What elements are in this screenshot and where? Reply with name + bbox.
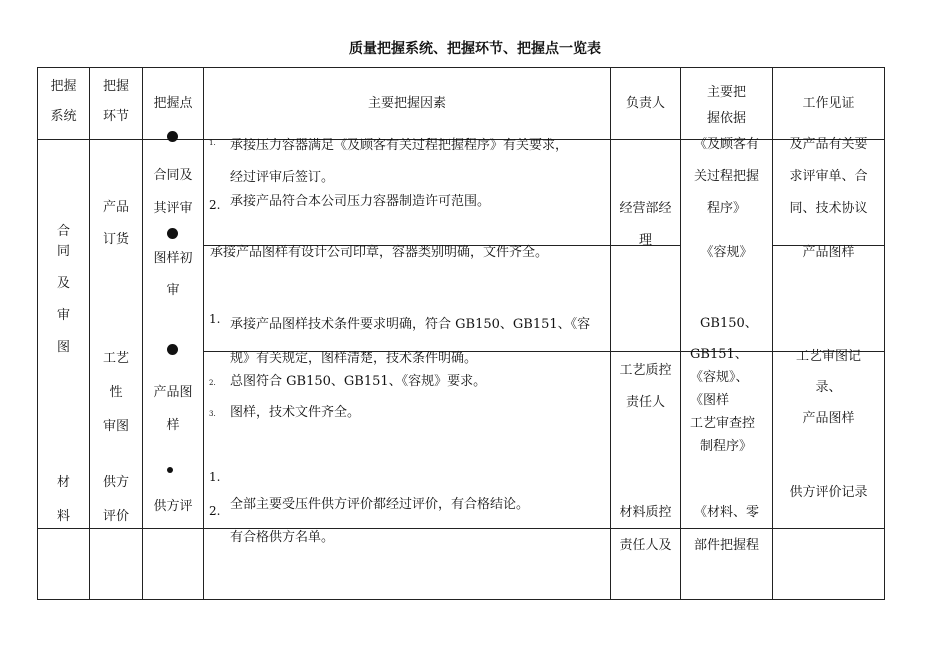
evidence-2: 产品图样	[802, 245, 855, 260]
link-supplier: 供方 评价	[102, 475, 129, 524]
factor-8: 有合格供方名单。	[230, 530, 335, 545]
point-drawing-review: 图样初 审	[153, 251, 193, 298]
link-process: 工艺 性 审图	[102, 351, 129, 434]
list-number: 1.	[209, 312, 221, 326]
person-process: 工艺质控 责任人	[619, 363, 672, 410]
header-factors: 主要把握因素	[367, 96, 446, 111]
basis-3: GB150、 GB151、 《容规》、 《图样 工艺审查控 制程序》	[690, 316, 758, 454]
point-supplier-eval: 供方评	[153, 499, 193, 514]
header-basis: 主要把 握依据	[706, 85, 746, 126]
header-evidence: 工作见证	[802, 96, 855, 111]
person-sales: 经营部经 理	[619, 201, 672, 248]
basis-1: 《及顾客有 关过程把握 程序》	[693, 137, 759, 216]
factor-5: 总图符合 GB150、GB151、《容规》要求。	[230, 374, 487, 389]
person-material: 材料质控 责任人及	[619, 505, 672, 553]
list-number: 2.	[209, 504, 221, 518]
list-number: 2.	[209, 379, 216, 387]
col-line-3	[203, 67, 204, 600]
point-product-drawing: 产品图 样	[153, 385, 193, 433]
bullet-dot	[167, 467, 173, 473]
factor-4: 承接产品图样技术条件要求明确，符合 GB150、GB151、《容 规》有关规定，图样清楚，技术条件明确。	[230, 317, 591, 366]
system-contract: 合 同 及 审 图	[56, 224, 70, 355]
header-system: 把握 系统	[50, 79, 77, 124]
factor-2: 承接产品符合本公司压力容器制造许可范围。	[230, 194, 491, 209]
page-title: 质量把握系统、把握环节、把握点一览表	[349, 41, 601, 57]
col-line-7	[884, 67, 885, 600]
basis-2: 《容规》	[700, 245, 753, 260]
link-order: 产品 订货	[102, 200, 129, 247]
header-point: 把握点	[153, 96, 193, 111]
point-contract-review: 合同及 其评审	[153, 168, 193, 216]
list-number: 1.	[209, 470, 221, 484]
list-number: 3.	[209, 410, 216, 418]
table-border-top	[37, 67, 884, 68]
evidence-3: 工艺审图记 录、 产品图样	[795, 349, 861, 426]
col-line-2	[142, 67, 143, 600]
system-material: 材 料	[56, 475, 70, 524]
header-link: 把握 环节	[102, 79, 129, 124]
evidence-1: 及产品有关要 求评审单、合 同、技术协议	[789, 137, 868, 216]
table-border-bottom	[37, 599, 884, 600]
evidence-4: 供方评价记录	[789, 485, 868, 500]
factor-7: 全部主要受压件供方评价都经过评价，有合格结论。	[230, 497, 530, 512]
list-number: 1.	[209, 139, 216, 147]
bullet-dot	[167, 344, 178, 355]
bullet-dot	[167, 131, 178, 142]
bullet-dot	[167, 228, 178, 239]
basis-4: 《材料、零 部件把握程	[693, 505, 759, 553]
factor-3: 承接产品图样有设计公司印章，容器类别明确，文件齐全。	[210, 245, 549, 260]
list-number: 2.	[209, 198, 221, 212]
factor-6: 图样，技术文件齐全。	[230, 405, 361, 420]
factor-1: 承接压力容器满足《及顾客有关过程把握程序》有关要求， 经过评审后签订。	[230, 138, 569, 185]
header-person: 负责人	[625, 96, 665, 111]
